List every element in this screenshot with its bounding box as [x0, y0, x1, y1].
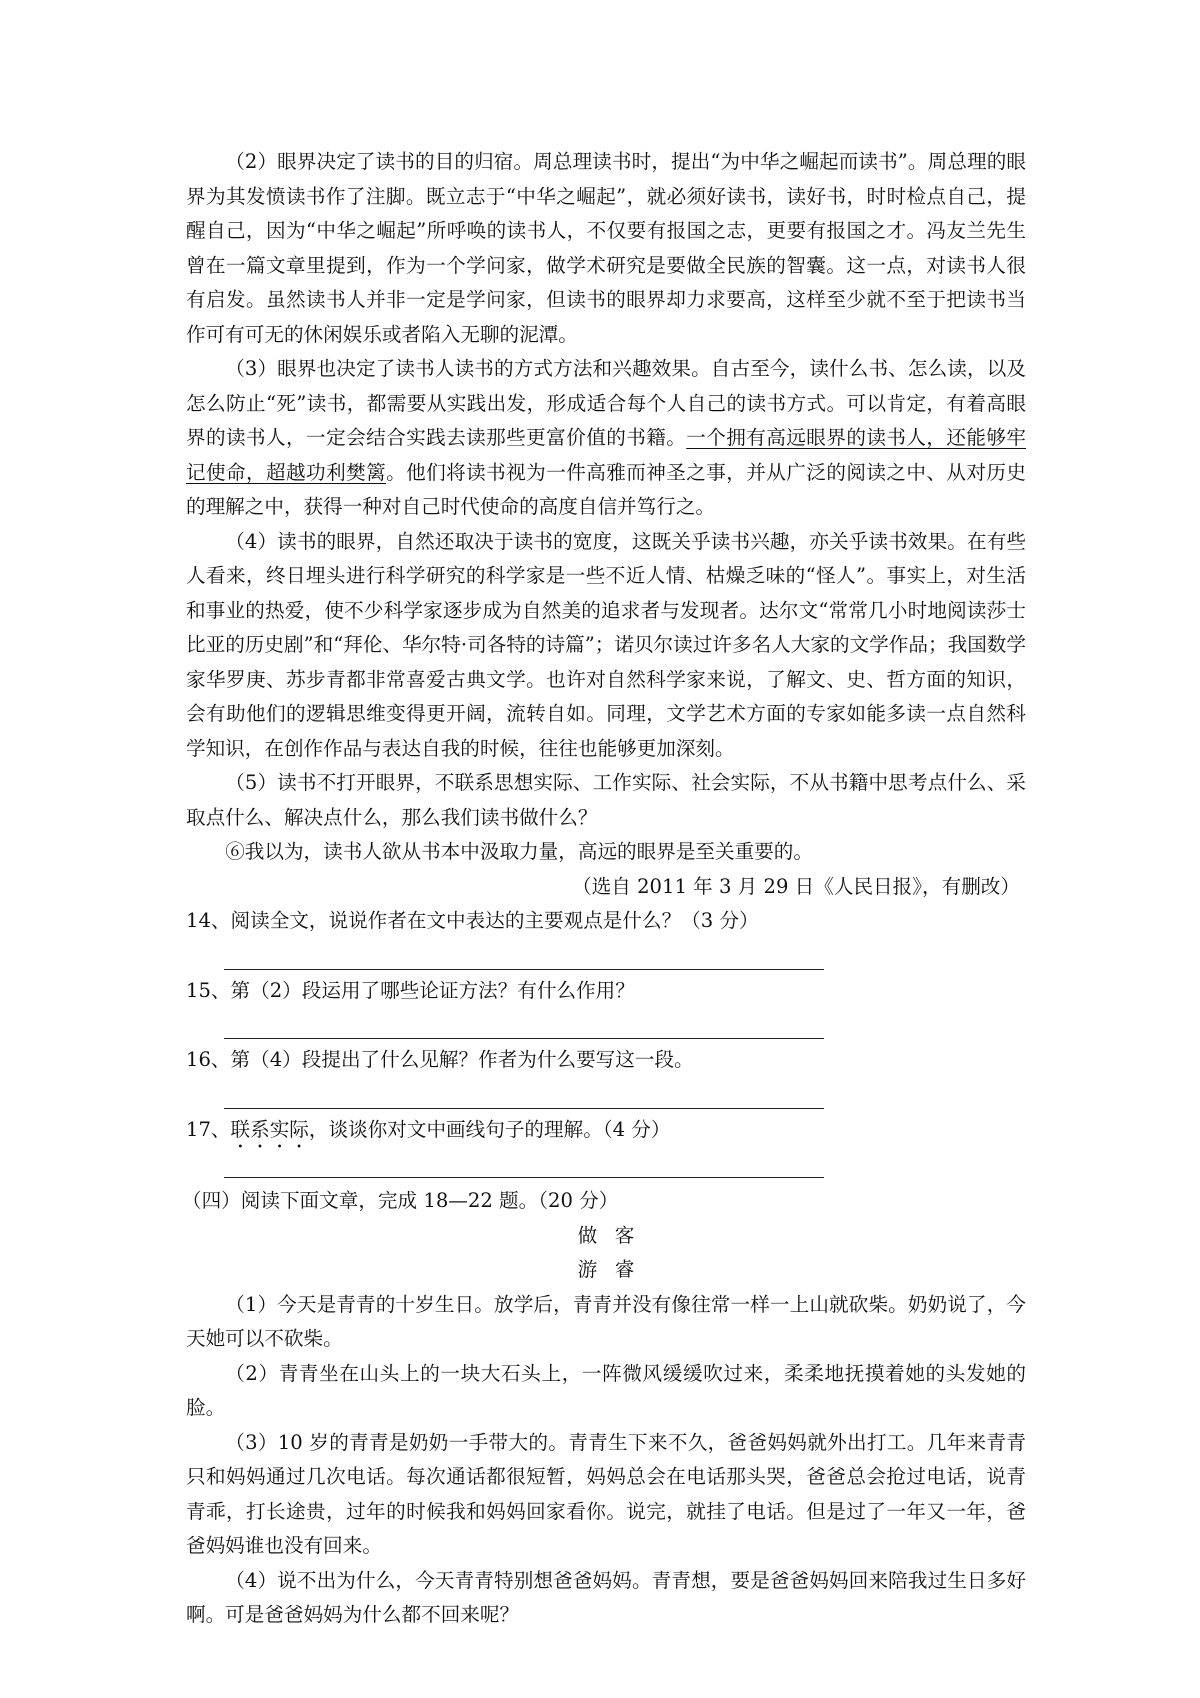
question-16: 16、第（4）段提出了什么见解？作者为什么要写这一段。	[186, 1048, 694, 1071]
essay-paragraph-6: ⑥我以为，读书人欲从书本中汲取力量，高远的眼界是至关重要的。	[225, 840, 813, 863]
story-author: 游睿	[577, 1258, 653, 1281]
essay-paragraph-3	[186, 352, 1026, 525]
story-paragraph-3: （3）10 岁的青青是奶奶一手带大的。青青生下来不久，爸爸妈妈就外出打工。几年来青青只和妈妈通过几次电话。每次通话都很短暂，妈妈总会在电话那头哭，爸爸总会抢过电话，说青青乖，打长途贵，过年的时候我和妈妈回家看你。说完，就挂了电话。但是过了一年又一年，爸爸妈妈谁也没有回来。	[186, 1430, 1026, 1557]
essay-paragraph-5: （5）读书不打开眼界，不联系思想实际、工作实际、社会实际，不从书籍中思考点什么、采取点什么、解决点什么，那么我们读书做什么？	[186, 771, 1026, 829]
answer-line-15[interactable]	[224, 1008, 824, 1039]
answer-line-14[interactable]	[224, 939, 824, 970]
essay-paragraph-3-text-end: 。他们将读书视为一件高雅而神圣之事，并从广泛的阅读之中、从对历史的理解之中，获得一种对自己时代使命的高度自信并笃行之。	[186, 460, 1027, 518]
question-15: 15、第（2）段运用了哪些论证方法？有什么作用？	[186, 978, 635, 1002]
question-17-number: 17、	[186, 1117, 231, 1141]
emphasized-phrase-text: 联系实际	[230, 1117, 309, 1141]
essay-paragraph-4: （4）读书的眼界，自然还取决于读书的宽度，这既关乎读书兴趣，亦关乎读书效果。在有些人看来，终日埋头进行科学研究的科学家是一些不近人情、枯燥乏味的“怪人”。事实上，对生活和事业的热爱，使不少科学家逐步成为自然美的追求者与发现者。达尔文“常常几小时地阅读莎士比亚的历史剧”和“拜伦、华尔特·司各特的诗篇”；诺贝尔读过许多名人大家的文学作品；我国数学家华罗庚、苏步青都非常喜爱古典文学。也许对自然科学家来说，了解文、史、哲方面的知识，会有助他们的逻辑思维变得更开阔，流转自如。同理，文学艺术方面的专家如能多读一点自然科学知识，在创作作品与表达自我的时候，往往也能够更加深刻。	[186, 529, 1026, 760]
emphasis-dots	[231, 1143, 309, 1153]
answer-line-16[interactable]	[224, 1078, 824, 1109]
underlined-sentence: 一个拥有高远眼界的读书人，还能够牢记使命，超越功利樊篱	[186, 426, 1027, 484]
question-17-text: ，谈谈你对文中画线句子的理解。（4 分）	[308, 1117, 671, 1141]
essay-paragraph-2: （2）眼界决定了读书的目的归宿。周总理读书时，提出“为中华之崛起而读书”。周总理的眼界为其发愤读书作了注脚。既立志于“中华之崛起”，就必须好读书，读好书，时时检点自己，提醒自己，因为“中华之崛起”所呼唤的读书人，不仅要有报国之志，更要有报国之才。冯友兰先生曾在一篇文章里提到，作为一个学问家，做学术研究是要做全民族的智囊。这一点，对读书人很有启发。虽然读书人并非一定是学问家，但读书的眼界却力求要高，这样至少就不至于把读书当作可有可无的休闲娱乐或者陷入无聊的泥潭。	[186, 150, 1026, 346]
emphasis-dot: •	[296, 1142, 303, 1153]
essay-paragraph-3-text: （3）眼界也决定了读书人读书的方式方法和兴趣效果。自古至今，读什么书、怎么读，以及怎么防止“死”读书，都需要从实践出发，形成适合每个人自己的读书方式。可以肯定，有着高眼界的读书人，一定会结合实践去读那些更富价值的书籍。	[186, 357, 1026, 449]
emphasis-dot: •	[256, 1142, 263, 1153]
story-paragraph-4: （4）说不出为什么，今天青青特别想爸爸妈妈。青青想，要是爸爸妈妈回来陪我过生日多好啊。可是爸爸妈妈为什么都不回来呢？	[186, 1568, 1026, 1626]
answer-line-17[interactable]	[224, 1147, 824, 1178]
question-17	[186, 1113, 1026, 1153]
emphasis-dot: •	[276, 1142, 283, 1153]
page-content	[182, 145, 1027, 1633]
emphasis-dot: •	[237, 1142, 244, 1153]
section-4-heading: （四）阅读下面文章，完成 18—22 题。（20 分）	[182, 1189, 619, 1212]
story-title: 做客	[577, 1223, 653, 1247]
emphasized-phrase	[230, 1113, 309, 1153]
story-paragraph-1: （1）今天是青青的十岁生日。放学后，青青并没有像往常一样一上山就砍柴。奶奶说了，今天她可以不砍柴。	[186, 1292, 1026, 1350]
question-14: 14、阅读全文，说说作者在文中表达的主要观点是什么？（3 分）	[186, 909, 759, 932]
story-paragraph-2: （2）青青坐在山头上的一块大石头上，一阵微风缓缓吹过来，柔柔地抚摸着她的头发她的脸。	[186, 1361, 1026, 1419]
essay-source: （选自 2011 年 3 月 29 日《人民日报》，有删改）	[572, 874, 1020, 898]
